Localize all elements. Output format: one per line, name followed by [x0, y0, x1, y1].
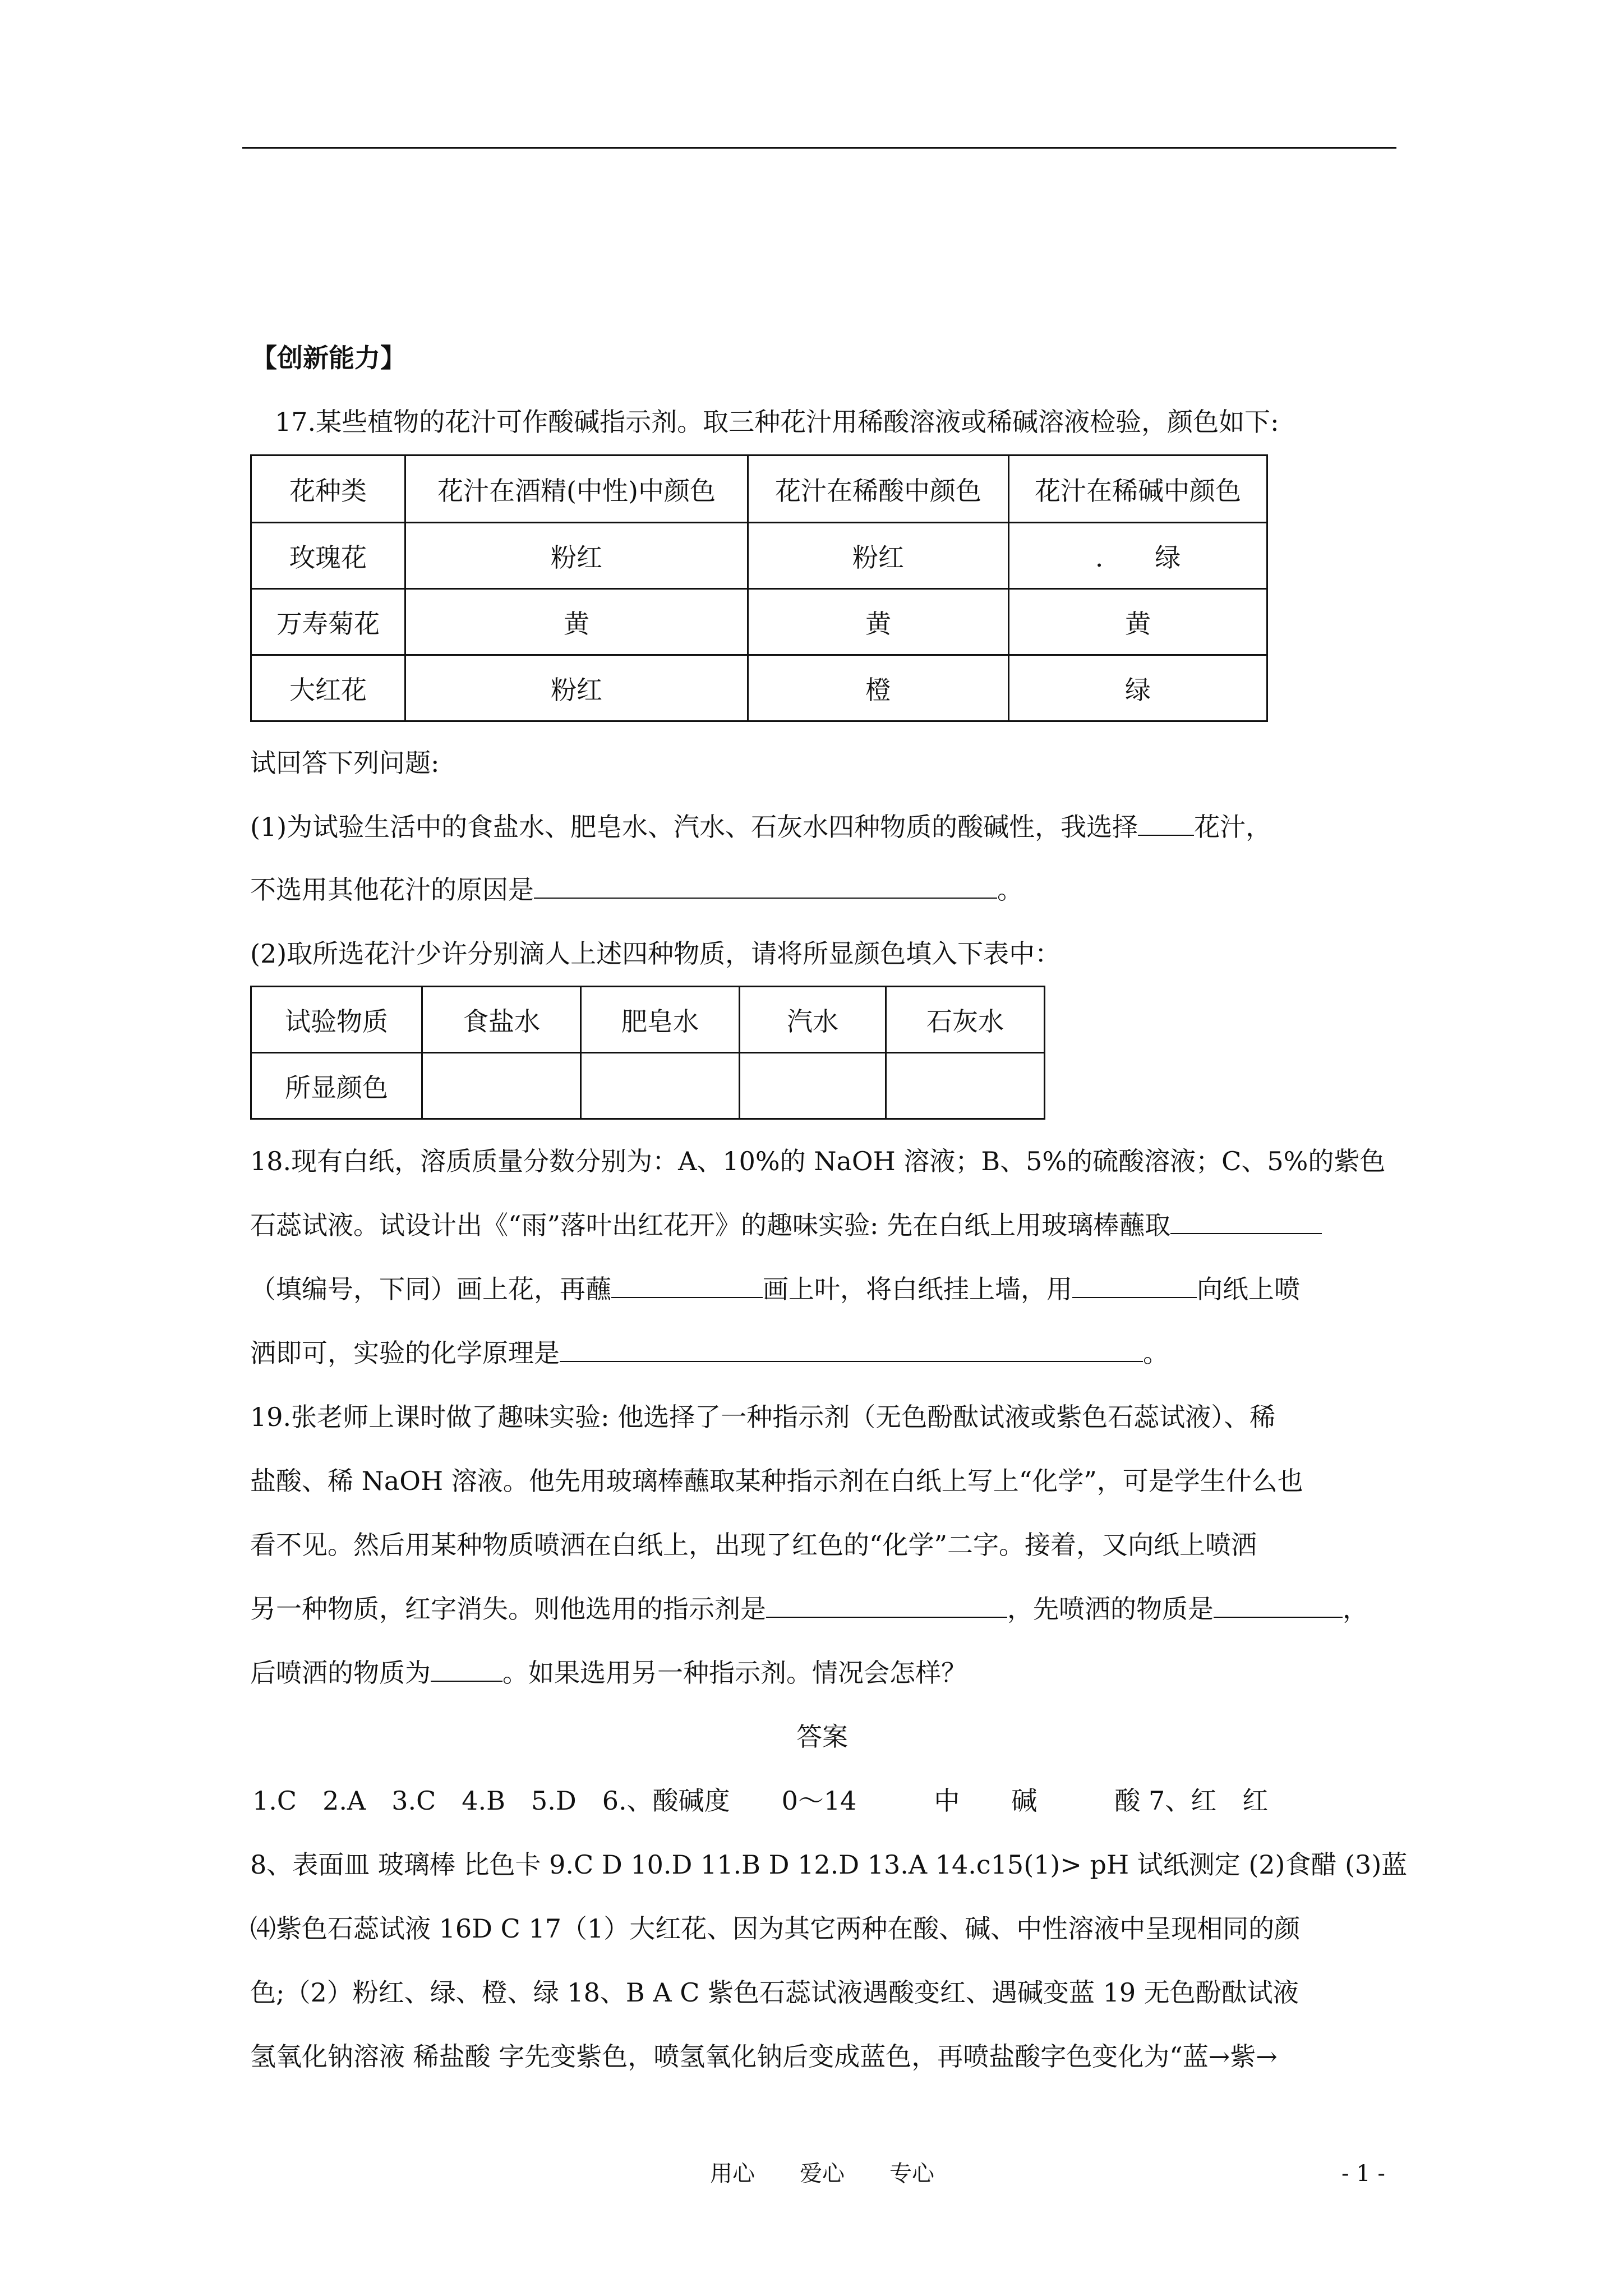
question-19-line5 [250, 1656, 967, 1690]
answer-blank[interactable] [1170, 1208, 1322, 1234]
text-segment: 后喷洒的物质为 [250, 1658, 431, 1688]
answers-line2: 8、表面皿 玻璃棒 比色卡 9.C D 10.D 11.B D 12.D 13.A 14.c15(1)> pH 试纸测定 (2)食醋 (3)蓝 [250, 1849, 1408, 1880]
table-header-cell: 花汁在稀酸中颜色 [748, 455, 1009, 523]
question-18-line1: 18.现有白纸，溶质质量分数分别为：A、10%的 NaOH 溶液；B、5%的硫酸溶液；C、5%的紫色 [250, 1146, 1386, 1176]
header-rule [242, 147, 1396, 149]
question-18-line4 [250, 1336, 1169, 1370]
table-header-cell: 花汁在酒精(中性)中颜色 [405, 455, 748, 523]
table-row [251, 1053, 1045, 1119]
text-segment: 画上叶，将白纸挂上墙，用 [763, 1274, 1072, 1304]
table-header-cell: 石灰水 [886, 987, 1045, 1053]
text-segment: (1)为试验生活中的食盐水、肥皂水、汽水、石灰水四种物质的酸碱性，我选择 [250, 812, 1138, 842]
text-segment: ， [1343, 1594, 1368, 1624]
table-cell: 大红花 [251, 655, 405, 721]
answers-line5: 氢氧化钠溶液 稀盐酸 字先变紫色，喷氢氧化钠后变成蓝色，再喷盐酸字色变化为“蓝→紫→ [250, 2041, 1278, 2072]
table-cell: 粉红 [405, 655, 748, 721]
answer-blank[interactable] [1214, 1592, 1343, 1618]
answer-blank[interactable] [534, 873, 997, 899]
table-row [251, 523, 1267, 589]
text-segment: 向纸上喷 [1197, 1274, 1300, 1304]
text-segment: 。 [997, 875, 1023, 905]
table-cell: 万寿菊花 [251, 589, 405, 655]
table-cell: 黄 [748, 589, 1009, 655]
table-cell: 粉红 [748, 523, 1009, 589]
question-17-part1-line2 [250, 873, 1023, 907]
text-segment: 另一种物质，红字消失。则他选用的指示剂是 [250, 1594, 766, 1624]
table-cell: 粉红 [405, 523, 748, 589]
table-cell: 橙 [748, 655, 1009, 721]
table-header-row [251, 987, 1045, 1053]
question-17-part1-line1 [250, 810, 1271, 844]
table-header-cell: 花汁在稀碱中颜色 [1009, 455, 1267, 523]
text-segment: 花汁， [1194, 812, 1272, 842]
text-segment: ，先喷洒的物质是 [1007, 1594, 1214, 1624]
question-17-part2: (2)取所选花汁少许分别滴人上述四种物质，请将所显颜色填入下表中： [250, 938, 1061, 969]
answer-blank[interactable] [766, 1592, 1007, 1618]
text-segment: 不选用其他花汁的原因是 [250, 875, 534, 905]
answer-blank[interactable] [1072, 1272, 1197, 1298]
question-18-line3 [250, 1272, 1300, 1306]
question-19-line4 [250, 1592, 1368, 1626]
color-result-table [250, 986, 1045, 1120]
question-18-line2 [250, 1208, 1322, 1242]
table-header-cell: 试验物质 [251, 987, 422, 1053]
text-segment: 石蕊试液。试设计出《“雨”落叶出红花开》的趣味实验: 先在白纸上用玻璃棒蘸取 [250, 1210, 1171, 1240]
text-segment: （填编号，下同）画上花，再蘸 [250, 1274, 611, 1304]
text-segment: 。如果选用另一种指示剂。情况会怎样？ [502, 1658, 967, 1688]
table-cell: 黄 [1009, 589, 1267, 655]
answers-line4: 色;（2）粉红、绿、橙、绿 18、B A C 紫色石蕊试液遇酸变红、遇碱变蓝 19 无色酚酞试液 [250, 1977, 1299, 2008]
table-header-cell: 食盐水 [422, 987, 581, 1053]
table-row [251, 589, 1267, 655]
question-17-intro: 17.某些植物的花汁可作酸碱指示剂。取三种花汁用稀酸溶液或稀碱溶液检验，颜色如下: [275, 407, 1279, 437]
answers-line3: ⑷紫色石蕊试液 16D C 17（1）大红花、因为其它两种在酸、碱、中性溶液中呈现相同的颜 [250, 1913, 1301, 1944]
table-row [251, 655, 1267, 721]
answer-cell[interactable] [581, 1053, 740, 1119]
section-title: 【创新能力】 [251, 343, 406, 373]
text-segment: 。 [1143, 1338, 1169, 1368]
table-cell: . 绿 [1009, 523, 1267, 589]
table-header-cell: 汽水 [740, 987, 886, 1053]
question-17-prompt: 试回答下列问题: [250, 748, 440, 778]
question-19-line1: 19.张老师上课时做了趣味实验: 他选择了一种指示剂（无色酚酞试液或紫色石蕊试液）、稀 [250, 1402, 1276, 1432]
question-19-line3: 看不见。然后用某种物质喷洒在白纸上，出现了红色的“化学”二字。接着，又向纸上喷洒 [250, 1530, 1257, 1560]
table-header-row [251, 455, 1267, 523]
answer-blank[interactable] [560, 1336, 1143, 1362]
flower-indicator-table [250, 454, 1268, 722]
table-cell: 绿 [1009, 655, 1267, 721]
answer-cell[interactable] [422, 1053, 581, 1119]
text-segment: 洒即可，实验的化学原理是 [250, 1338, 560, 1368]
answer-blank[interactable] [1138, 810, 1194, 836]
page-number: - 1 - [1341, 2161, 1385, 2187]
table-header-cell: 花种类 [251, 455, 405, 523]
table-cell: 黄 [405, 589, 748, 655]
footer-slogan: 用心 爱心 专心 [710, 2161, 934, 2187]
answer-cell[interactable] [886, 1053, 1045, 1119]
answers-title: 答案 [796, 1722, 848, 1752]
answers-line1: 1.C 2.A 3.C 4.B 5.D 6.、酸碱度 0～14 中 碱 酸 7、红 红 [252, 1786, 1269, 1816]
answer-blank[interactable] [431, 1656, 502, 1682]
question-19-line2: 盐酸、稀 NaOH 溶液。他先用玻璃棒蘸取某种指示剂在白纸上写上“化学”，可是学生什么也 [250, 1466, 1303, 1496]
table-header-cell: 肥皂水 [581, 987, 740, 1053]
answer-blank[interactable] [611, 1272, 763, 1298]
table-cell: 玫瑰花 [251, 523, 405, 589]
answer-cell[interactable] [740, 1053, 886, 1119]
table-cell: 所显颜色 [251, 1053, 422, 1119]
